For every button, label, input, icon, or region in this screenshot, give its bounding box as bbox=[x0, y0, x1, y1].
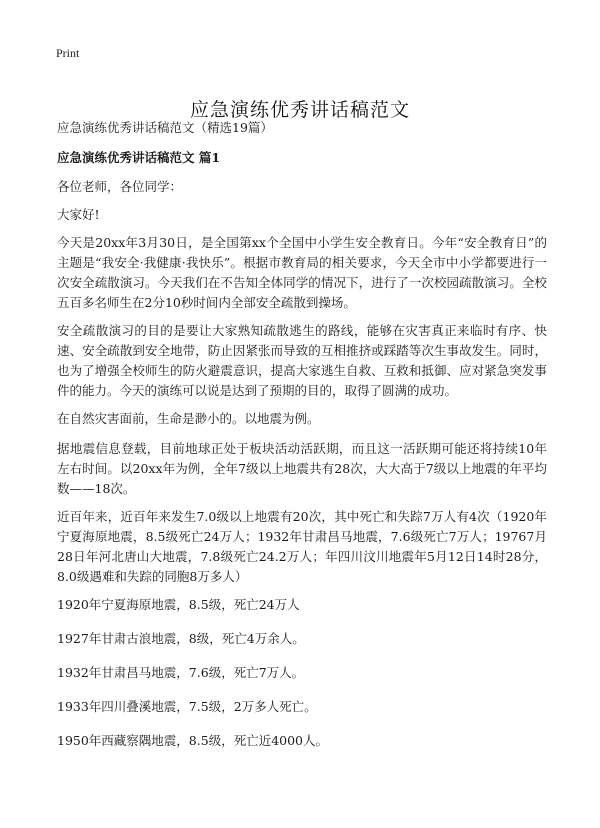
section-heading: 应急演练优秀讲话稿范文 篇1 bbox=[57, 150, 221, 165]
paragraph-purpose: 安全疏散演习的目的是要让大家熟知疏散逃生的路线，能够在灾害真正来临时有序、快速、安全疏散到安全地带，防止因紧张而导致的互相推挤或踩踏等次生事故发生。同时，也为了增强全校师生的防火避震意识，提高大家逃生自救、互救和抵御、应对紧急突发事件的能力。今天的演练可以说是达到了预期的目的，取得了圆满的成功。 bbox=[57, 323, 547, 398]
paragraph-seismic-activity: 据地震信息登载，目前地球正处于板块活动活跃期，而且这一活跃期可能还将持续10年左右时间。以20xx年为例，全年7级以上地震共有28次，大大高于7级以上地震的年平均数——18次。 bbox=[57, 441, 547, 496]
earthquake-list-item: 1927年甘肃古浪地震，8级，死亡4万余人。 bbox=[57, 631, 305, 646]
paragraph-century-quakes: 近百年来，近百年来发生7.0级以上地震有20次，其中死亡和失踪7万人有4次（1920年宁夏海原地震，8.5级死亡24万人；1932年甘肃昌马地震，7.6级死亡7万人；19767月28日年河北唐山大地震，7.8级死亡24.2万人；年四川汶川地震年5月12日14时28分，8.0级遇难和失踪的同胞8万多人） bbox=[57, 509, 547, 584]
earthquake-list-item: 1932年甘肃昌马地震，7.6级，死亡7万人。 bbox=[57, 665, 305, 680]
article-body bbox=[57, 118, 547, 765]
earthquake-list-item: 1950年西藏察隅地震，8.5级，死亡近4000人。 bbox=[57, 733, 329, 748]
greeting-hello: 大家好! bbox=[57, 207, 100, 222]
article-subtitle: 应急演练优秀讲话稿范文（精选19篇） bbox=[57, 120, 273, 135]
page-title: 应急演练优秀讲话稿范文 bbox=[189, 98, 410, 121]
greeting-salutation: 各位老师，各位同学： bbox=[57, 179, 183, 194]
paragraph-nature: 在自然灾害面前，生命是渺小的。以地震为例。 bbox=[57, 411, 320, 426]
earthquake-list-item: 1933年四川叠溪地震，7.5级，2万多人死亡。 bbox=[57, 699, 317, 714]
paragraph-intro: 今天是20xx年3月30日，是全国第xx个全国中小学生安全教育日。今年“安全教育日”的主题是“我安全·我健康·我快乐”。根据市教育局的相关要求，今天全市中小学都要进行一次安全疏散演习。今天我们在不告知全体同学的情况下，进行了一次校园疏散演习。全校五百多名师生在2分10秒时间内全部安全疏散到操场。 bbox=[57, 235, 547, 310]
print-link[interactable]: Print bbox=[56, 46, 80, 60]
earthquake-list-item: 1920年宁夏海原地震，8.5级，死亡24万人 bbox=[57, 597, 300, 612]
